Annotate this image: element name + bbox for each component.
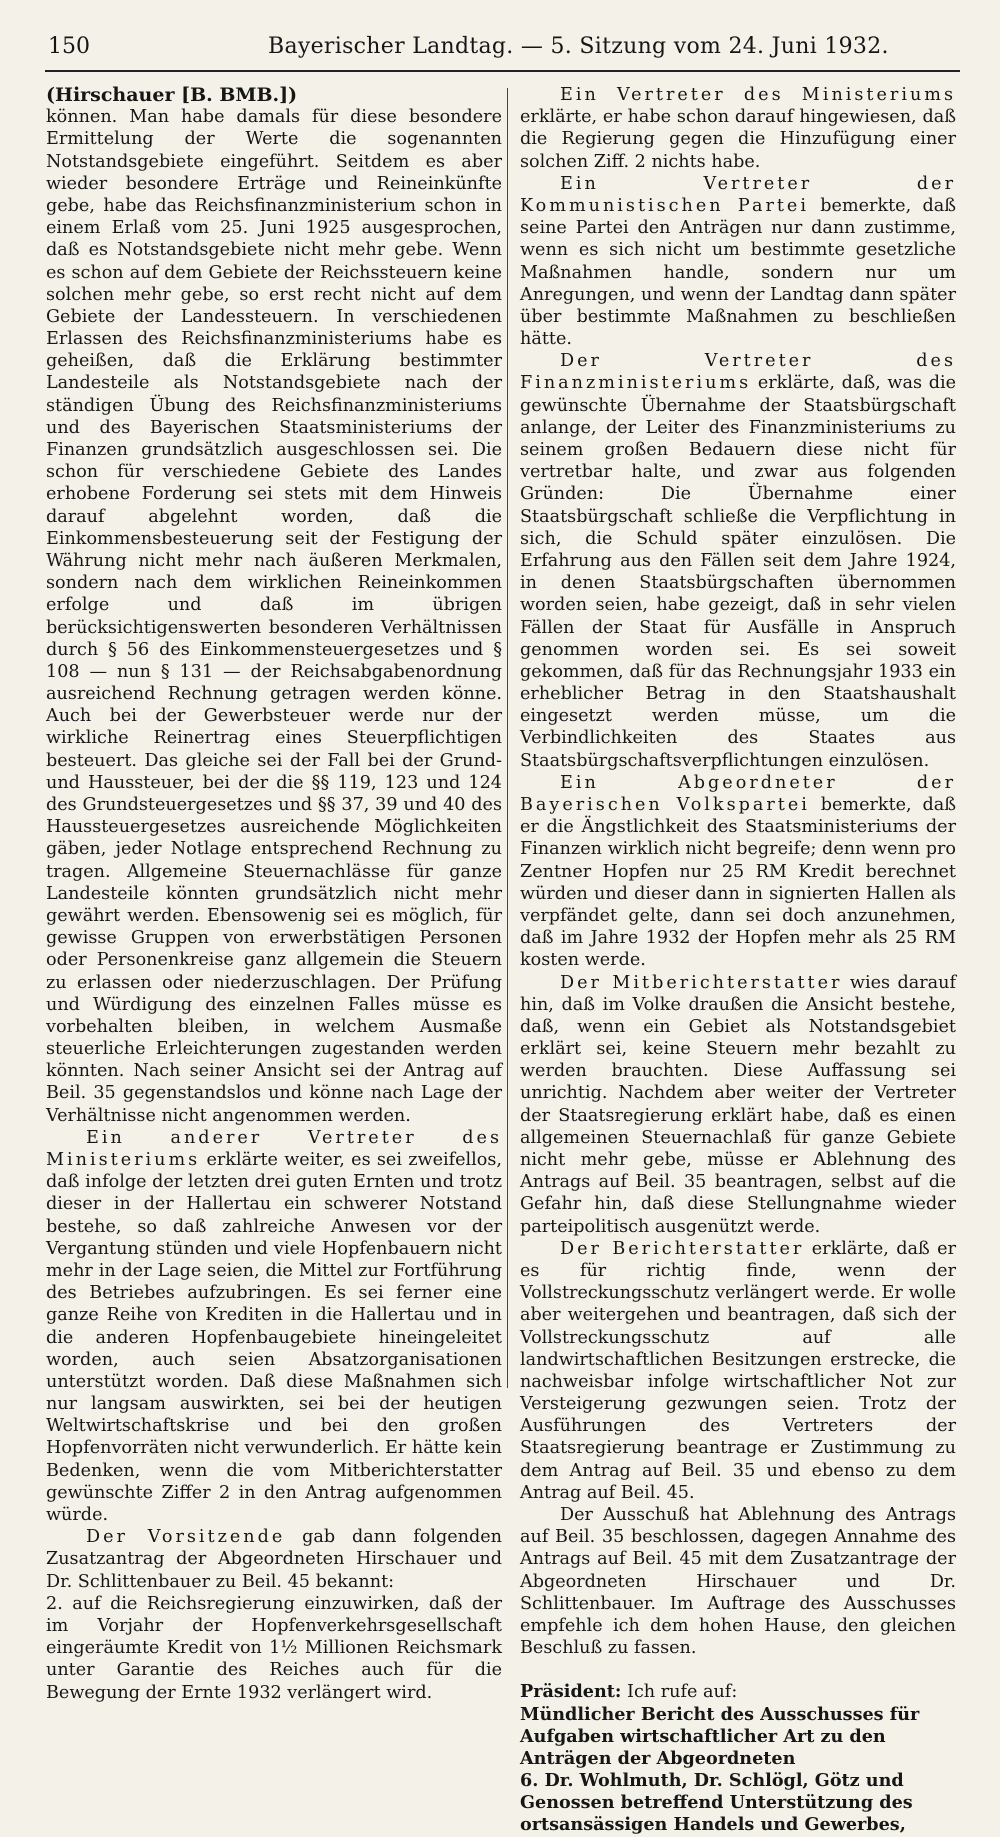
paragraph-text: gab dann folgenden Zusatzantrag der Abgeordneten Hirschauer und Dr. Schlittenbauer zu Beil. 45 bekannt: [46, 1527, 502, 1592]
paragraph [46, 1127, 502, 1526]
paragraph [520, 772, 956, 972]
paragraph-text: erklärte, daß er es für richtig finde, wenn der Vollstreckungsschutz verlängert werde. Er wolle aber weitergehen und beantragen, daß sich der Vollstreckungsschutz auf alle landwirtschaftlichen Besitzungen erstrecke, die nachweisbar infolge wirtschaftlicher Not zur Versteigerung gezwungen seien. Trotz der Ausführungen des Vertreters der Staatsregierung beantrage er Zustimmung zu dem Antrag auf Beil. 35 und ebenso zu dem Antrag auf Beil. 45. [520, 1238, 956, 1503]
speaker-lead: Der Vertreter des Finanzministeriums [520, 351, 956, 394]
agenda-item: 6. Dr. Wohlmuth, Dr. Schlögl, Götz und Genossen betreffend Unterstützung des ortsansässigen Handels und Gewerbes, [520, 1770, 913, 1836]
praesident-text: Ich rufe auf: [621, 1682, 738, 1703]
speaker-lead: Ein anderer Vertreter des Ministeriums [46, 1127, 502, 1170]
speaker-lead: Ein Vertreter der Kommunistischen Partei [520, 173, 956, 216]
paragraph: Der Ausschuß hat Ablehnung des Antrags auf Beil. 35 beschlossen, dagegen Annahme des Antrags auf Beil. 45 mit dem Zusatzantrage der Abgeordneten Hirschauer und Dr. Schlittenbauer. Im Auftrage des Ausschusses empfehle ich dem hohen Hause, den gleichen Beschluß zu fassen. [520, 1505, 956, 1659]
page-number: 150 [48, 34, 90, 59]
right-column [520, 84, 956, 1837]
agenda-heading: Mündlicher Bericht des Ausschusses für Aufgaben wirtschaftlicher Art zu den Anträgen der Abgeordneten [520, 1703, 920, 1769]
paragraph-text: bemerkte, daß er die Ängstlichkeit des Staatsministeriums der Finanzen wirklich nicht begreife; denn wenn pro Zentner Hopfen nur 25 RM Kredit berechnet würden und dieser dann in signierten Hallen als verpfändet gelte, dann sei doch anzunehmen, daß im Jahre 1932 der Hopfen mehr als 25 RM kosten werde. [520, 795, 956, 971]
speaker-lead: Ein Abgeordneter der Bayerischen Volkspartei [520, 772, 956, 815]
paragraph-text: erklärte, daß, was die gewünschte Übernahme der Staatsbürgschaft anlange, der Leiter des Finanzministeriums zu seinem großen Bedauern diese nicht für vertretbar halte, und zwar aus folgenden Gründen: Die Übernahme einer Staatsbürgschaft schließe die Verpflichtung in sich, die Schuld später einzulösen. Die Erfahrung aus den Fällen seit dem Jahre 1924, in denen Staatsbürgschaften übernommen worden seien, habe gezeigt, daß in sehr vielen Fällen der Staat für Ausfälle in Anspruch genommen worden sei. Es sei soweit gekommen, daß für das Rechnungsjahr 1933 ein erheblicher Betrag in den Staatshaushalt eingesetzt werden müsse, um die Verbindlichkeiten des Staates aus Staatsbürgschaftsverpflichtungen einzulösen. [520, 373, 956, 771]
paragraph [520, 173, 956, 351]
left-column [46, 84, 502, 1704]
praesident-line [520, 1681, 956, 1703]
header-rule [45, 70, 960, 72]
paragraph: können. Man habe damals für diese besondere Ermittelung der Werte die sogenannten Notstandsgebiete eingeführt. Seitdem es aber wieder besondere Erträge und Reineinkünfte gebe, habe das Reichsfinanzministerium schon in einem Erlaß vom 25. Juni 1925 ausgesprochen, daß es Notstandsgebiete nicht mehr gebe. Wenn es schon auf dem Gebiete der Reichssteuern keine solchen mehr gebe, so erst recht nicht auf dem Gebiete der Landessteuern. In verschiedenen Erlassen des Reichsfinanzministeriums habe es geheißen, daß die Erklärung bestimmter Landesteile als Notstandsgebiete nach der ständigen Übung des Reichsfinanzministeriums und des Bayerischen Staatsministeriums der Finanzen grundsätzlich ausgeschlossen sei. Die schon für verschiedene Gebiete des Landes erhobene Forderung sei stets mit dem Hinweis darauf abgelehnt worden, daß die Einkommensbesteuerung seit der Festigung der Währung nicht mehr nach äußeren Merkmalen, sondern nach dem wirklichen Reineinkommen erfolge und daß im übrigen berücksichtigenswerten besonderen Verhältnissen durch § 56 des Einkommensteuergesetzes und § 108 — nun § 131 — der Reichsabgabenordnung ausreichend Rechnung getragen werden könne. Auch bei der Gewerbsteuer werde nur der wirkliche Reinertrag eines Steuerpflichtigen besteuert. Das gleiche sei der Fall bei der Grund- und Haussteuer, bei der die §§ 119, 123 und 124 des Grundsteuergesetzes und §§ 37, 39 und 40 des Haussteuergesetzes ausreichende Möglichkeiten gäben, jeder Notlage entsprechend Rechnung zu tragen. Allgemeine Steuernachlässe für ganze Landesteile könnten grundsätzlich nicht mehr gewährt werden. Ebensowenig sei es möglich, für gewisse Gruppen von erwerbstätigen Personen oder Personenkreise ganz allgemein die Steuern zu erlassen oder niederzuschlagen. Der Prüfung und Würdigung des einzelnen Falles müsse es vorbehalten bleiben, in welchem Ausmaße steuerliche Erleichterungen zugestanden werden könnten. Nach seiner Ansicht sei der Antrag auf Beil. 35 gegenstandslos und könne nach Lage der Verhältnisse nicht angenommen werden. [46, 107, 502, 1126]
praesident-lead: Präsident: [520, 1681, 622, 1703]
speaker-lead: Der Mitberichterstatter [560, 972, 843, 993]
paragraph-text: bemerkte, daß seine Partei den Anträgen nur dann zustimme, wenn es sich nicht um bestimmte gesetzliche Maßnahmen handle, sondern nur um Anregungen, und wenn der Landtag dann später über bestimmte Maßnahmen zu beschließen hätte. [520, 195, 957, 350]
paragraph [520, 972, 956, 1238]
speaker-tag: (Hirschauer [B. BMB.]) [46, 84, 298, 106]
speaker-lead: Der Vorsitzende [86, 1527, 286, 1548]
paragraph [46, 1526, 502, 1593]
paragraph [520, 350, 956, 772]
running-title: Bayerischer Landtag. — 5. Sitzung vom 24. Juni 1932. [268, 34, 889, 59]
paragraph [520, 84, 956, 173]
paragraph [520, 1238, 956, 1504]
speaker-lead: Ein Vertreter des Ministeriums [560, 85, 956, 105]
paragraph-text: wies darauf hin, daß im Volke draußen die Ansicht bestehe, daß, wenn ein Gebiet als Notstandsgebiet erklärt sei, keine Steuern mehr bezahlt zu werden brauchten. Diese Auffassung sei unrichtig. Nachdem aber weiter der Vertreter der Staatsregierung erklärt habe, daß es einen allgemeinen Steuernachlaß für ganze Gebiete nicht mehr gebe, müsse er Ablehnung des Antrags auf Beil. 35 beantragen, selbst auf die Gefahr hin, daß diese Stellungnahme wieder parteipolitisch ausgenützt werde. [520, 972, 956, 1237]
speaker-lead: Der Berichterstatter [560, 1238, 805, 1259]
paragraph-text: erklärte, er habe schon darauf hingewiesen, daß die Regierung gegen die Hinzufügung einer solchen Ziff. 2 nichts habe. [520, 107, 956, 172]
list-item: 2. auf die Reichsregierung einzuwirken, daß der im Vorjahr der Hopfenverkehrsgesellschaft eingeräumte Kredit von 1½ Millionen Reichsmark unter Garantie des Reiches auch für die Bewegung der Ernte 1932 verlängert wird. [46, 1593, 502, 1703]
column-divider [507, 88, 508, 1388]
paragraph-text: erklärte weiter, es sei zweifellos, daß infolge der letzten drei guten Ernten und trotz dieser in der Hallertau ein schwerer Notstand bestehe, so daß zahlreiche Anwesen vor der Vergantung stünden und viele Hopfenbauern nicht mehr in der Lage seien, die Mittel zur Fortführung des Betriebes aufzubringen. Es sei ferner eine ganze Reihe von Krediten in die Hallertau und in die anderen Hopfenbaugebiete hineingeleitet worden, auch seien Absatzorganisationen unterstützt worden. Daß diese Maßnahmen sich nur langsam auswirkten, sei bei der heutigen Weltwirtschaftskrise und bei den großen Hopfenvorräten nicht verwunderlich. Er hätte kein Bedenken, wenn die vom Mitberichterstatter gewünschte Ziffer 2 in den Antrag aufgenommen würde. [46, 1150, 502, 1525]
